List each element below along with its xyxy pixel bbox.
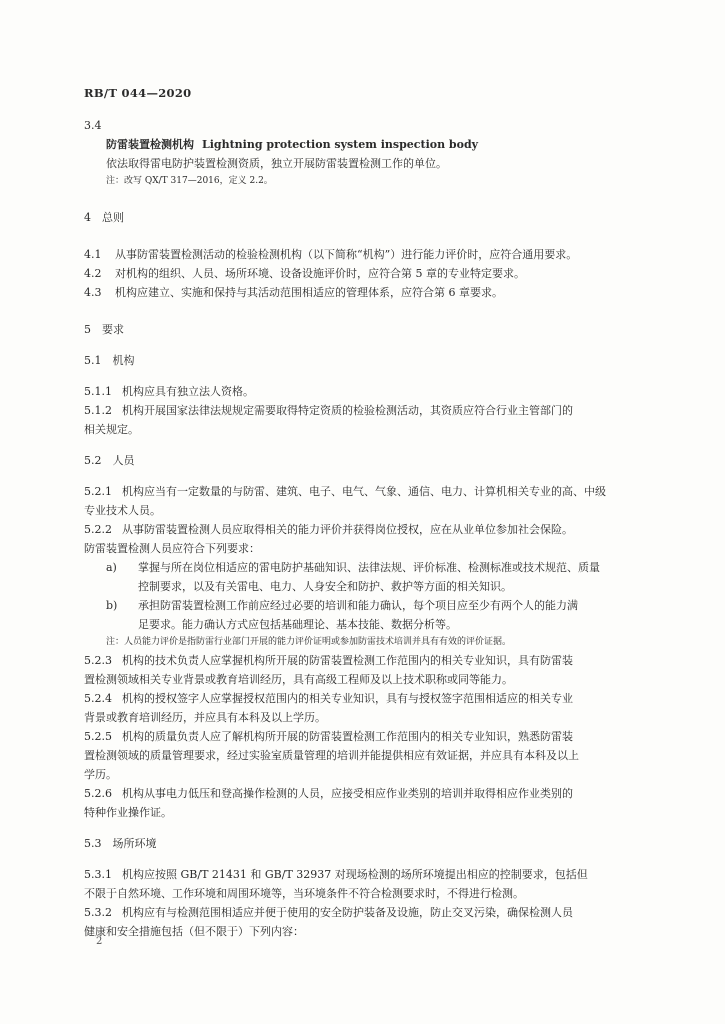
section-5-3-title: 5.3 场所环境 — [84, 837, 157, 850]
clause-5-3-2: 5.3.2 机构应有与检测范围相适应并便于使用的安全防护装备及设施，防止交叉污染，确保检测人员 — [84, 906, 573, 919]
document-body — [84, 116, 659, 941]
clause-5-1-2: 5.1.2 机构开展国家法律法规规定需要取得特定资质的检验检测活动，其资质应符合行业主管部门的 — [84, 404, 573, 417]
clause-5-2-5-cont: 置检测领域的质量管理要求，经过实验室质量管理的培训并能提供相应有效证据，并应具有本科及以上 — [84, 749, 579, 762]
clause-5-3-2-cont: 健康和安全措施包括（但不限于）下列内容： — [84, 925, 304, 938]
list-item-b: b) 承担防雷装置检测工作前应经过必要的培训和能力确认，每个项目应至少有两个人的能力满 足要求。能力确认方式应包括基础理论、基本技能、数据分析等。 — [106, 599, 578, 631]
page-number: 2 — [96, 936, 103, 947]
clause-5-2-5: 5.2.5 机构的质量负责人应了解机构所开展的防雷装置检测工作范围内的相关专业知识，熟悉防雷装 — [84, 730, 573, 743]
clause-5-2-4: 5.2.4 机构的授权签字人应掌握授权范围内的相关专业知识，具有与授权签字范围相适应的相关专业 — [84, 692, 573, 705]
clause-5-2-2-note: 注：人员能力评价是指防雷行业部门开展的能力评价证明或参加防雷技术培训并具有有效的评价证据。 — [106, 637, 512, 647]
term-en: Lightning protection system inspection body — [202, 138, 479, 151]
clause-4-1: 4.1 从事防雷装置检测活动的检验检测机构（以下简称“机构”）进行能力评价时，应符合通用要求。 — [84, 248, 578, 261]
clause-5-2-2-cont: 防雷装置检测人员应符合下列要求： — [84, 542, 260, 555]
term-cn: 防雷装置检测机构 — [106, 138, 194, 151]
clause-5-2-4-cont: 背景或教育培训经历，并应具有本科及以上学历。 — [84, 711, 326, 724]
section-5-title: 5 要求 — [84, 323, 124, 336]
clause-4-2: 4.2 对机构的组织、人员、场所环境、设备设施评价时，应符合第 5 章的专业特定要求。 — [84, 267, 525, 280]
clause-5-2-5-cont2: 学历。 — [84, 768, 117, 781]
clause-4-3: 4.3 机构应建立、实施和保持与其活动范围相适应的管理体系，应符合第 6 章要求。 — [84, 286, 503, 299]
list-item-a: a) 掌握与所在岗位相适应的雷电防护基础知识、法律法规、评价标准、检测标准或技术规范、质量 控制要求，以及有关雷电、电力、人身安全和防护、救护等方面的相关知识。 — [106, 561, 600, 593]
clause-5-2-2: 5.2.2 从事防雷装置检测人员应取得相关的能力评价并获得岗位授权，应在从业单位参加社会保险。 — [84, 523, 573, 536]
clause-5-3-1: 5.3.1 机构应按照 GB/T 21431 和 GB/T 32937 对现场检测的场所环境提出相应的控制要求，包括但 — [84, 868, 588, 881]
term-definition: 依法取得雷电防护装置检测资质，独立开展防雷装置检测工作的单位。 — [106, 157, 447, 170]
term-heading — [84, 135, 659, 154]
clause-5-1-2-cont: 相关规定。 — [84, 423, 139, 436]
clause-5-3-1-cont: 不限于自然环境、工作环境和周围环境等，当环境条件不符合检测要求时，不得进行检测。 — [84, 887, 524, 900]
clause-number: 3.4 — [84, 119, 102, 132]
term-note: 注：改写 QX/T 317—2016，定义 2.2。 — [106, 176, 273, 186]
clause-5-2-3-cont: 置检测领域相关专业背景或教育培训经历，具有高级工程师及以上技术职称或同等能力。 — [84, 673, 513, 686]
clause-5-2-1: 5.2.1 机构应当有一定数量的与防雷、建筑、电子、电气、气象、通信、电力、计算机相关专业的高、中级 — [84, 485, 606, 498]
clause-5-2-6: 5.2.6 机构从事电力低压和登高操作检测的人员，应接受相应作业类别的培训并取得相应作业类别的 — [84, 787, 573, 800]
clause-5-2-1-cont: 专业技术人员。 — [84, 504, 161, 517]
section-5-1-title: 5.1 机构 — [84, 354, 135, 367]
standard-code-header: RB/T 044—2020 — [84, 86, 192, 100]
clause-5-1-1: 5.1.1 机构应具有独立法人资格。 — [84, 385, 254, 398]
section-4-title: 4 总则 — [84, 211, 124, 224]
section-5-2-title: 5.2 人员 — [84, 454, 135, 467]
clause-5-2-3: 5.2.3 机构的技术负责人应掌握机构所开展的防雷装置检测工作范围内的相关专业知识，具有防雷装 — [84, 654, 573, 667]
clause-5-2-6-cont: 特种作业操作证。 — [84, 806, 172, 819]
